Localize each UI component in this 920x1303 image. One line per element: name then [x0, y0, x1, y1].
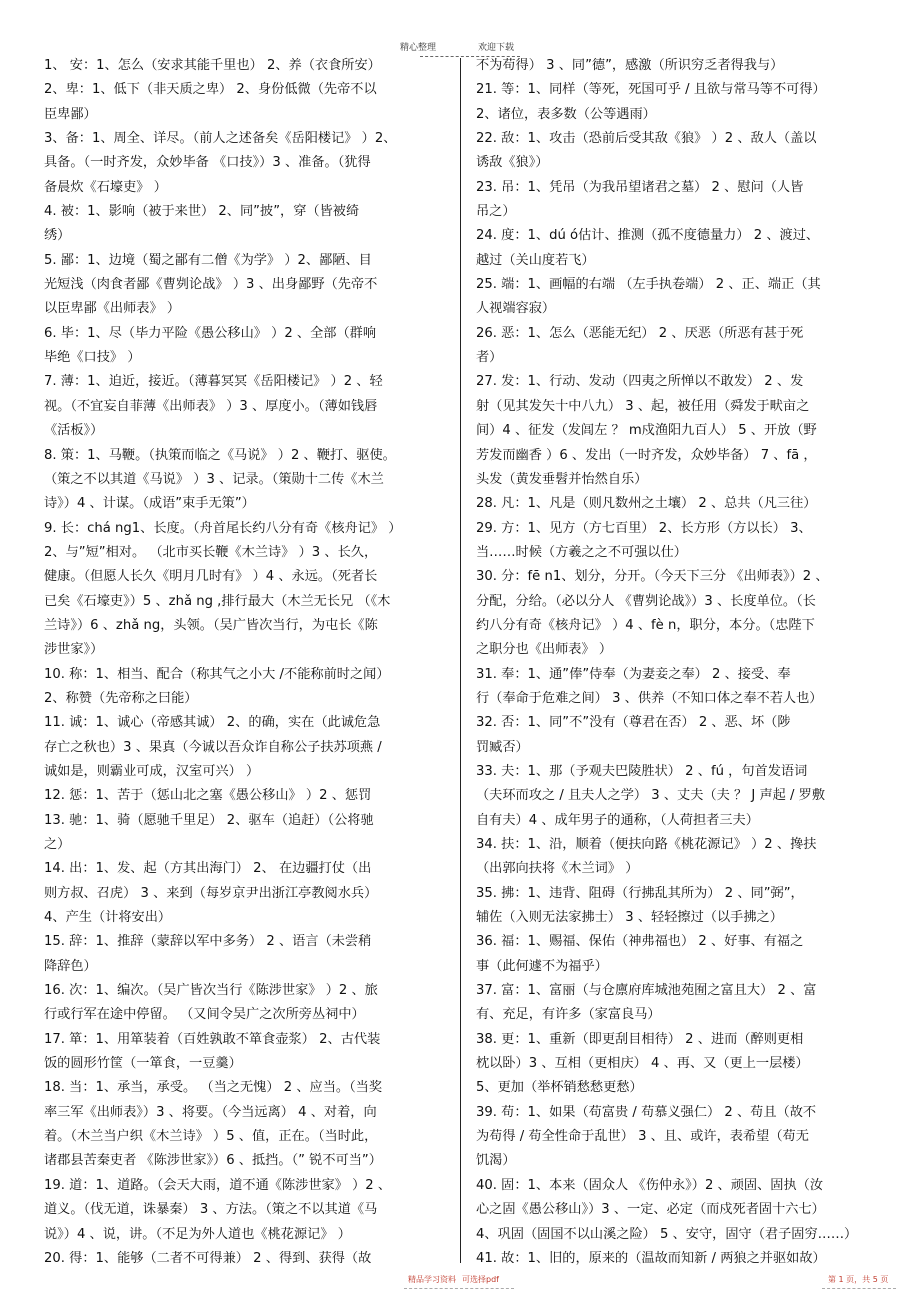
footer-page-number: 第 1 页，共 5 页 — [828, 1275, 889, 1284]
text-line: 光短浅（肉食者鄙《曹刿论战》 ）3 、出身鄙野（先帝不 — [44, 277, 378, 293]
text-line: 9. 长：chá ng1、长度。（舟首尾长约八分有奇《核舟记》 ） — [44, 520, 402, 536]
text-line: 4. 被：1、影响（被于来世） 2、同”披”，穿（皆被绮 — [44, 204, 360, 220]
text-line: 41. 故：1、旧的，原来的（温故而知新 / 两狼之并驱如故） — [476, 1250, 826, 1266]
text-line: 29. 方：1、见方（方七百里） 2、长方形（方以长） 3、 — [476, 520, 812, 536]
text-line: 35. 拂：1、违背、阻碍（行拂乱其所为） 2 、同”弼”， — [476, 885, 804, 901]
text-line: 7. 薄：1、迫近，接近。（薄暮冥冥《岳阳楼记》 ）2 、轻 — [44, 374, 383, 390]
text-line: 心之固《愚公移山》）3 、一定、必定（而戍死者固十六七） — [476, 1202, 825, 1218]
text-line: 23. 吊：1、凭吊（为我吊望诸君之墓） 2 、慰问（人皆 — [476, 179, 804, 195]
text-line: 当……时候（方羲之之不可强以仕） — [476, 544, 687, 560]
text-line: 饭的圆形竹筐（一箪食，一豆羹） — [44, 1056, 242, 1072]
text-line: （夫环而攻之 / 且夫人之学） 3 、丈夫（夫 ？ J 声起 / 罗敷 — [476, 788, 826, 804]
text-line: 3、备：1、周全、详尽。（前人之述备矣《岳阳楼记》 ）2、 — [44, 131, 397, 147]
text-line: 道义。（伐无道，诛暴秦） 3 、方法。（策之不以其道《马 — [44, 1202, 378, 1218]
footer-rule-right — [822, 1288, 896, 1289]
text-line: 罚臧否） — [476, 739, 529, 755]
text-line: 有、充足，有许多（家富良马） — [476, 1007, 661, 1023]
text-line: 事（此何遽不为福乎） — [476, 958, 608, 974]
text-line: 4、巩固（固国不以山溪之险） 5 、安守，固守（君子固穷……） — [476, 1226, 858, 1242]
footer-rule-left — [404, 1288, 514, 1289]
text-line: 芳发而幽香 ）6 、发出（一时齐发，众妙毕备） 7 、fā ， — [476, 447, 817, 463]
text-line: 40. 固：1、本来（固众人 《伤仲永》）2 、顽固、固执（汝 — [476, 1177, 824, 1193]
text-line: 行或行军在途中停留。 （又间令吴广之次所旁丛祠中） — [44, 1007, 365, 1023]
text-line: 健康。（但愿人长久《明月几时有》 ）4 、永远。（死者长 — [44, 569, 378, 585]
text-line: 39. 苟：1、如果（苟富贵 / 苟慕义强仁） 2 、苟且（故不 — [476, 1104, 817, 1120]
footer-left-text: 精品学习资料 — [408, 1275, 456, 1284]
text-line: 枕以卧）3 、互相（更相庆） 4 、再、又（更上一层楼） — [476, 1056, 809, 1072]
text-line: 之职分也《出师表》 ） — [476, 642, 613, 658]
text-line: 诚如是，则霸业可成，汉室可兴） ） — [44, 763, 260, 779]
text-line: 16. 次：1、编次。（吴广皆次当行《陈涉世家》 ）2 、旅 — [44, 983, 378, 999]
text-line: 36. 福：1、赐福、保佑（神弗福也） 2 、好事、有福之 — [476, 934, 804, 950]
text-line: （策之不以其道《马说》 ）3 、记录。（策勋十二传《木兰 — [44, 471, 384, 487]
text-line: 诸郡县苦秦吏者 《陈涉世家》）6 、抵挡。（” 锐不可当”） — [44, 1153, 382, 1169]
text-line: 1、 安：1、怎么（安求其能千里也） 2、养（衣食所安） — [44, 58, 381, 73]
text-line: 着。（木兰当户织《木兰诗》 ）5 、值，正在。（当时此， — [44, 1129, 378, 1145]
text-line: 27. 发：1、行动、发动（四夷之所惮以不敢发） 2 、发 — [476, 374, 804, 390]
text-line: 33. 夫：1、那（予观夫巴陵胜状） 2 、fú ，句首发语词 — [476, 763, 808, 779]
text-line: 间）4 、征发（发闾左 ？ m戍渔阳九百人） 5 、开放（野 — [476, 423, 817, 439]
text-line: 说》）4 、说，讲。（不足为外人道也《桃花源记》 ） — [44, 1226, 351, 1242]
text-line: 32. 否：1、同”不”没有（尊君在否） 2 、恶、坏（陟 — [476, 715, 791, 731]
text-line: 24. 度：1、dú ó估计、推测（孤不度德量力） 2 、渡过、 — [476, 228, 820, 244]
text-line: 20. 得：1、能够（二者不可得兼） 2 、得到、获得（故 — [44, 1250, 372, 1266]
text-line: 21. 等：1、同样（等死，死国可乎 / 且欲与常马等不可得） — [476, 82, 826, 98]
header-left-text: 精心整理 — [400, 43, 437, 53]
text-line: 34. 扶：1、沿，顺着（便扶向路《桃花源记》 ）2 、搀扶 — [476, 837, 817, 852]
text-line: 26. 恶：1、怎么（恶能无纪） 2 、厌恶（所恶有甚于死 — [476, 325, 804, 341]
text-line: 备晨炊《石壕吏》 ） — [44, 179, 167, 195]
text-line: 《活板》） — [44, 423, 104, 439]
text-line: 行（奉命于危难之间） 3 、供养（不知口体之奉不若人也） — [476, 690, 823, 706]
text-line: 头发（黄发垂髫并怡然自乐） — [476, 471, 648, 487]
text-line: 15. 辞：1、推辞（蒙辞以军中多务） 2 、语言（未尝稍 — [44, 934, 372, 950]
text-line: 11. 诚：1、诚心（帝感其诚） 2、的确，实在（此诚危急 — [44, 715, 381, 731]
text-line: 自有夫）4 、成年男子的通称，（人荷担者三夫） — [476, 812, 759, 828]
text-line: 已矣《石壕吏》）5 、zhǎ ng ,排行最大（木兰无长兄 （《木 — [44, 593, 391, 609]
text-line: 5、更加（举杯销愁愁更愁） — [476, 1080, 643, 1096]
text-line: 2、与”短”相对。 （北市买长鞭《木兰诗》 ）3 、长久， — [44, 544, 378, 560]
text-line: 2、诸位，表多数（公等遇雨） — [476, 106, 656, 122]
text-line: 具备。（一时齐发，众妙毕备 《口技》）3 、准备。（犹得 — [44, 155, 371, 171]
text-line: 17. 箪：1、用箪装着（百姓孰敢不箪食壶浆） 2、古代装 — [44, 1031, 381, 1047]
right-column — [476, 54, 884, 1271]
text-line: 越过（关山度若飞） — [476, 252, 595, 268]
footer-mid-text: 可选择pdf — [462, 1275, 499, 1284]
text-line: 5. 鄙：1、边境（蜀之鄙有二僧《为学》 ）2、鄙陋、目 — [44, 252, 372, 268]
text-line: 视。（不宜妄自菲薄《出师表》 ）3 、厚度小。（薄如钱唇 — [44, 398, 378, 414]
text-line: （出郭向扶将《木兰词》 ） — [476, 861, 639, 877]
text-line: 25. 端：1、画幅的右端 （左手执卷端） 2 、正、端正（其 — [476, 277, 821, 293]
text-line: 不为苟得） 3 、同”德”，感激（所识穷乏者得我与） — [476, 58, 784, 73]
text-line: 18. 当：1、承当，承受。 （当之无愧） 2 、应当。（当奖 — [44, 1080, 383, 1096]
text-line: 降辞色） — [44, 958, 97, 974]
text-line: 以臣卑鄙《出师表》 ） — [44, 301, 181, 317]
text-line: 诱敌《狼》） — [476, 155, 549, 171]
text-line: 兰诗》）6 、zhǎ ng，头领。（吴广皆次当行，为屯长《陈 — [44, 617, 378, 633]
text-line: 者） — [476, 350, 503, 366]
text-line: 4、产生（计将安出） — [44, 910, 172, 926]
text-line: 吊之） — [476, 204, 516, 220]
text-line: 辅佐（入则无法家拂士） 3 、轻轻擦过（以手拂之） — [476, 910, 783, 926]
text-line: 毕绝《口技》 ） — [44, 350, 141, 366]
text-line: 6. 毕：1、尽（毕力平险《愚公移山》 ）2 、全部（群响 — [44, 325, 377, 341]
text-line: 2、卑：1、低下（非天质之卑） 2、身份低微（先帝不以 — [44, 82, 377, 98]
column-divider — [460, 58, 461, 1263]
text-line: 存亡之秋也）3 、果真（今诚以吾众诈自称公子扶苏项燕 / — [44, 739, 382, 755]
text-line: 臣卑鄙） — [44, 106, 97, 122]
text-line: 10. 称：1、相当、配合（称其气之小大 /不能称前时之闻） — [44, 666, 390, 682]
text-line: 31. 奉：1、通”俸”侍奉（为妻妾之奉） 2 、接受、奉 — [476, 666, 791, 682]
text-line: 13. 驰：1、骑（愿驰千里足） 2、驱车（追赶）（公将驰 — [44, 812, 374, 828]
text-line: 12. 惩：1、苦于（惩山北之塞《愚公移山》 ）2 、惩罚 — [44, 788, 372, 804]
text-line: 37. 富：1、富丽（与仓廪府库城池苑囿之富且大） 2 、富 — [476, 983, 817, 999]
text-line: 分配，分给。（必以分人 《曹刿论战》）3 、长度单位。（长 — [476, 593, 816, 609]
text-line: 14. 出：1、发、起（方其出海门） 2、 在边疆打仗（出 — [44, 861, 372, 877]
text-line: 涉世家》） — [44, 642, 104, 658]
text-line: 人视端容寂） — [476, 301, 556, 317]
left-column — [44, 54, 448, 1271]
text-line: 19. 道：1、道路。（会天大雨，道不通《陈涉世家》 ）2 、 — [44, 1177, 392, 1193]
text-line: 8. 策：1、马鞭。（执策而临之《马说》 ）2 、鞭打、驱使。 — [44, 447, 396, 463]
text-line: 率三军《出师表》）3 、将要。（今当远离） 4 、对着，向 — [44, 1104, 377, 1120]
text-line: 28. 凡：1、凡是（则凡数州之土壤） 2 、总共（凡三往） — [476, 496, 817, 512]
text-line: 射（见其发矢十中八九） 3 、起，被任用（舜发于畎亩之 — [476, 398, 810, 414]
header-right-text: 欢迎下载 — [478, 43, 515, 53]
text-line: 饥渴） — [476, 1153, 516, 1169]
text-line: 为苟得 / 苟全性命于乱世） 3 、且、或许，表希望（苟无 — [476, 1129, 809, 1145]
page-header — [0, 40, 920, 54]
text-line: 2、称赞（先帝称之曰能） — [44, 690, 198, 706]
text-line: 之） — [44, 837, 71, 852]
text-line: 约八分有奇《核舟记》 ）4 、fè n，职分，本分。（忠陛下 — [476, 617, 815, 633]
text-line: 则方叔、召虎） 3 、来到（每岁京尹出浙江亭教阅水兵） — [44, 885, 378, 901]
text-line: 诗》）4 、计谋。（成语”束手无策”） — [44, 496, 255, 512]
text-line: 绣） — [44, 228, 71, 244]
text-line: 30. 分：fē n1、划分，分开。（今天下三分 《出师表》）2 、 — [476, 569, 829, 585]
text-line: 38. 更：1、重新（即更刮目相待） 2 、进而（醉则更相 — [476, 1031, 804, 1047]
text-line: 22. 敌：1、攻击（恐前后受其敌《狼》 ）2 、敌人（盖以 — [476, 131, 817, 147]
